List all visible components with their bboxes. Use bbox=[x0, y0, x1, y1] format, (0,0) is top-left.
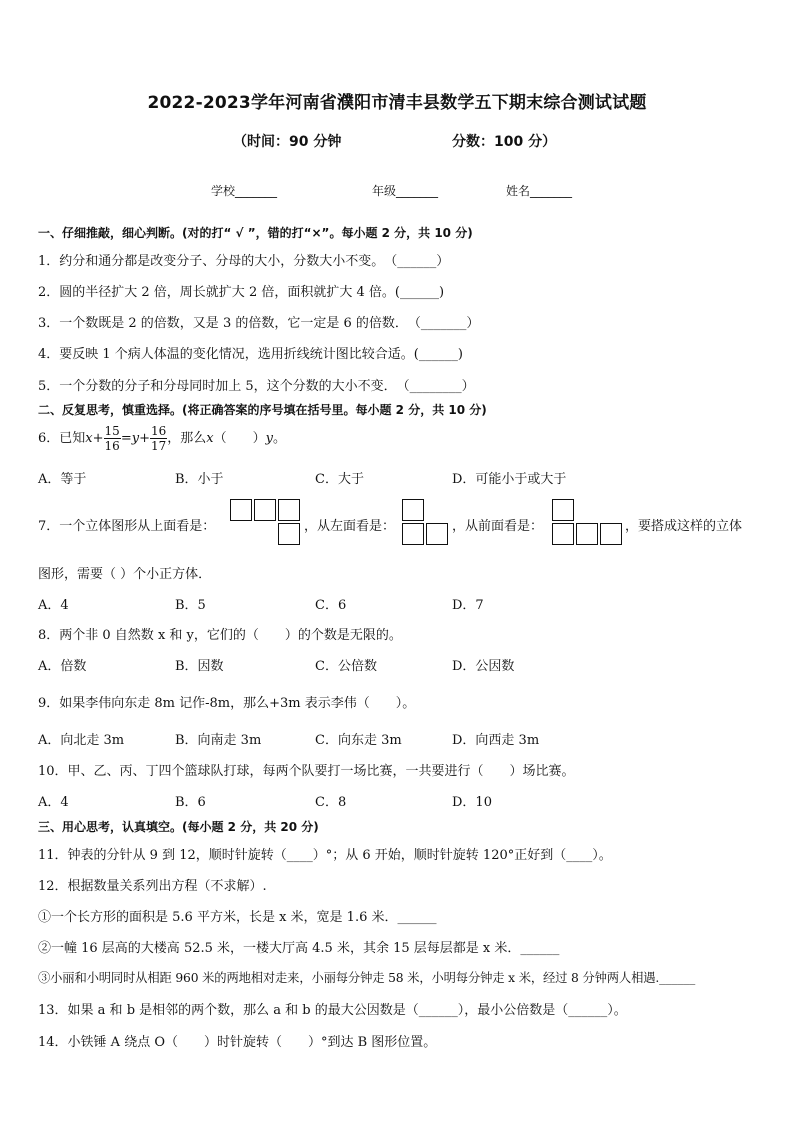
q6-option-a[interactable]: A．等于 bbox=[38, 472, 87, 487]
grade-field[interactable]: 年级_______ bbox=[372, 184, 439, 198]
q6-y: y bbox=[131, 431, 140, 446]
q10-option-c[interactable]: C．8 bbox=[315, 795, 347, 810]
grid-cell bbox=[576, 523, 598, 545]
question-13: 13．如果 a 和 b 是相邻的两个数，那么 a 和 b 的最大公因数是（______），最小公倍数是（______）。 bbox=[38, 1003, 627, 1018]
q9-option-b[interactable]: B．向南走 3m bbox=[175, 733, 262, 748]
grid-cell bbox=[230, 499, 252, 521]
question-10: 10．甲、乙、丙、丁四个篮球队打球，每两个队要打一场比赛，一共要进行（ ）场比赛。 bbox=[38, 764, 575, 779]
q6-paren: （ ） bbox=[213, 431, 266, 446]
name-field[interactable]: 姓名_______ bbox=[506, 184, 573, 198]
question-1: 1．约分和通分都是改变分子、分母的大小，分数大小不变。 （______） bbox=[38, 254, 450, 269]
grid-cell bbox=[426, 523, 448, 545]
q7-part-3: ，从前面看是： bbox=[452, 519, 544, 534]
q8-option-d[interactable]: D．公因数 bbox=[452, 659, 515, 674]
grid-cell bbox=[552, 523, 574, 545]
section1-heading: 一、仔细推敲，细心判断。(对的打“ √ ”，错的打“×”。每小题 2 分，共 10 分) bbox=[38, 226, 473, 240]
question-12: 12．根据数量关系列出方程（不求解）. bbox=[38, 879, 267, 894]
q6-end: 。 bbox=[273, 431, 287, 446]
q7-option-d[interactable]: D．7 bbox=[452, 598, 484, 613]
section3-heading: 三、用心思考，认真填空。(每小题 2 分，共 20 分) bbox=[38, 820, 319, 834]
grid-cell bbox=[402, 523, 424, 545]
q8-option-c[interactable]: C．公倍数 bbox=[315, 659, 377, 674]
q10-option-b[interactable]: B．6 bbox=[175, 795, 206, 810]
q6-fraction-2-numerator: 16 bbox=[150, 424, 167, 438]
q6-fraction-1-numerator: 15 bbox=[104, 424, 120, 438]
q6-option-c[interactable]: C．大于 bbox=[315, 472, 364, 487]
q9-option-c[interactable]: C．向东走 3m bbox=[315, 733, 402, 748]
question-3: 3．一个数既是 2 的倍数，又是 3 的倍数，它一定是 6 的倍数． （_______） bbox=[38, 316, 480, 331]
question-11: 11．钟表的分针从 9 到 12，顺时针旋转（____）°；从 6 开始，顺时针旋转 120°正好到（____）。 bbox=[38, 848, 612, 863]
q6-fraction-2 bbox=[150, 424, 167, 453]
question-14: 14．小铁锤 A 绕点 O（ ）时针旋转（ ）°到达 B 图形位置。 bbox=[38, 1035, 437, 1050]
q7-line-2: 图形，需要（ ）个小正方体． bbox=[38, 567, 212, 582]
question-6 bbox=[38, 421, 286, 457]
grid-cell bbox=[254, 499, 276, 521]
q7-option-a[interactable]: A．4 bbox=[38, 598, 69, 613]
q6-mid: ，那么 bbox=[167, 431, 207, 446]
exam-score: 分数：100 分） bbox=[452, 134, 557, 150]
grid-cell bbox=[600, 523, 622, 545]
grid-cell bbox=[278, 499, 300, 521]
question-5: 5．一个分数的分子和分母同时加上 5，这个分数的大小不变． （________） bbox=[38, 379, 475, 394]
grid-cell bbox=[278, 523, 300, 545]
grid-cell bbox=[402, 499, 424, 521]
q6-fraction-1-denominator: 16 bbox=[104, 439, 120, 453]
q10-option-d[interactable]: D．10 bbox=[452, 795, 492, 810]
q7-option-b[interactable]: B．5 bbox=[175, 598, 206, 613]
q7-part-4: ，要搭成这样的立体 bbox=[625, 519, 743, 534]
grid-cell bbox=[552, 499, 574, 521]
question-2: 2．圆的半径扩大 2 倍，周长就扩大 2 倍，面积就扩大 4 倍。(______) bbox=[38, 285, 445, 300]
section2-heading: 二、反复思考，慎重选择。(将正确答案的序号填在括号里。每小题 2 分，共 10 分) bbox=[38, 403, 487, 417]
q10-option-a[interactable]: A．4 bbox=[38, 795, 69, 810]
q6-fraction-2-denominator: 17 bbox=[150, 439, 167, 453]
q6-option-d[interactable]: D．可能小于或大于 bbox=[452, 472, 567, 487]
q8-option-a[interactable]: A．倍数 bbox=[38, 659, 87, 674]
q7-part-1: 7．一个立体图形从上面看是： bbox=[38, 519, 216, 534]
q9-option-d[interactable]: D．向西走 3m bbox=[452, 733, 540, 748]
q6-x: x bbox=[85, 431, 93, 446]
q6-plus-2: + bbox=[139, 431, 150, 446]
q6-option-b[interactable]: B．小于 bbox=[175, 472, 224, 487]
question-12-2: ②一幢 16 层高的大楼高 52.5 米，一楼大厅高 4.5 米，其余 15 层每层都是 x 米．______ bbox=[38, 941, 560, 956]
question-4: 4．要反映 1 个病人体温的变化情况，选用折线统计图比较合适。(______) bbox=[38, 347, 463, 362]
q7-option-c[interactable]: C．6 bbox=[315, 598, 347, 613]
q8-option-b[interactable]: B．因数 bbox=[175, 659, 224, 674]
q6-prefix: 6．已知 bbox=[38, 431, 86, 446]
question-8: 8．两个非 0 自然数 x 和 y，它们的（ ）的个数是无限的。 bbox=[38, 628, 402, 643]
question-12-1: ①一个长方形的面积是 5.6 平方米，长是 x 米，宽是 1.6 米．______ bbox=[38, 910, 437, 925]
school-field[interactable]: 学校_______ bbox=[211, 184, 278, 198]
page-title: 2022-2023学年河南省濮阳市清丰县数学五下期末综合测试试题 bbox=[147, 93, 647, 113]
q6-y-2: y bbox=[265, 431, 273, 446]
q6-equals: = bbox=[120, 431, 132, 446]
question-12-3: ③小丽和小明同时从相距 960 米的两地相对走来，小丽每分钟走 58 米，小明每分钟走 x 米，经过 8 分钟两人相遇.______ bbox=[38, 971, 696, 985]
question-9: 9．如果李伟向东走 8m 记作-8m，那么+3m 表示李伟（ ）。 bbox=[38, 696, 416, 711]
exam-time: （时间：90 分钟 bbox=[233, 134, 342, 150]
q6-plus: + bbox=[92, 431, 104, 446]
q7-part-2: ，从左面看是： bbox=[304, 519, 396, 534]
q9-option-a[interactable]: A．向北走 3m bbox=[38, 733, 125, 748]
q6-x-2: x bbox=[206, 431, 214, 446]
q6-fraction-1 bbox=[104, 424, 121, 453]
